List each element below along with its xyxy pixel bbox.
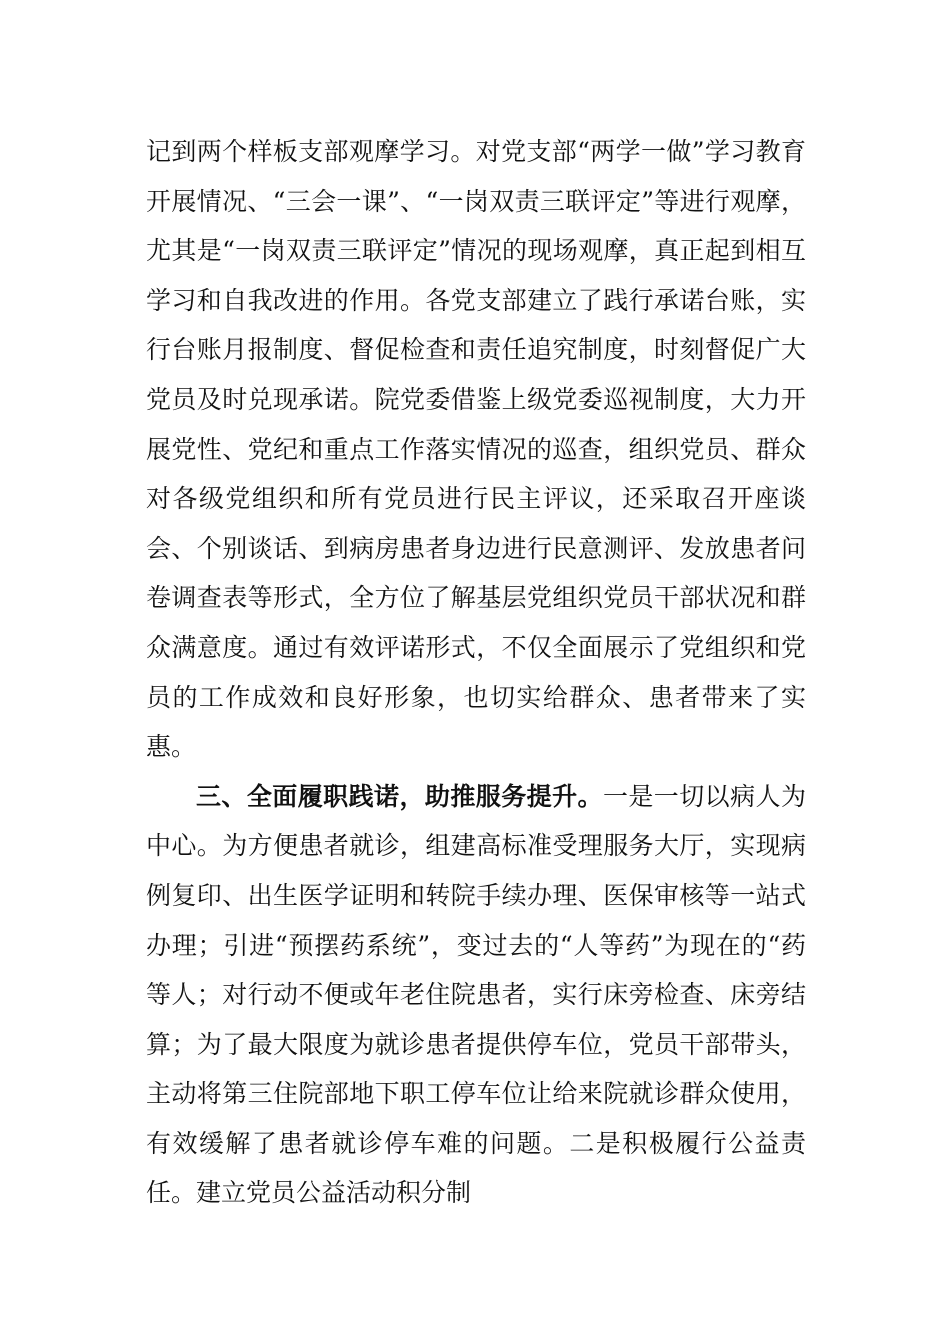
section-heading: 三、全面履职践诺，助推服务提升。 <box>196 781 603 811</box>
paragraph-2-body: 一是一切以病人为中心。为方便患者就诊，组建高标准受理服务大厅，实现病例复印、出生医学证明和转院手续办理、医保审核等一站式办理；引进“预摆药系统”，变过去的“人等药”为现在的“药等人；对行动不便或年老住院患者，实行床旁检查、床旁结算；为了最大限度为就诊患者提供停车位，党员干部带头，主动将第三住院部地下职工停车位让给来院就诊群众使用，有效缓解了患者就诊停车难的问题。二是积极履行公益责任。建立党员公益活动积分制 <box>146 781 806 1208</box>
paragraph-1: 记到两个样板支部观摩学习。对党支部“两学一做”学习教育开展情况、“三会一课”、“一岗双责三联评定”等进行观摩，尤其是“一岗双责三联评定”情况的现场观摩，真正起到相互学习和自我改进的作用。各党支部建立了践行承诺台账，实行台账月报制度、督促检查和责任追究制度，时刻督促广大党员及时兑现承诺。院党委借鉴上级党委巡视制度，大力开展党性、党纪和重点工作落实情况的巡查，组织党员、群众对各级党组织和所有党员进行民主评议，还采取召开座谈会、个别谈话、到病房患者身边进行民意测评、发放患者问卷调查表等形式，全方位了解基层党组织党员干部状况和群众满意度。通过有效评诺形式，不仅全面展示了党组织和党员的工作成效和良好形象，也切实给群众、患者带来了实惠。 <box>146 137 806 762</box>
document-body <box>146 127 806 1218</box>
paragraph-2 <box>146 772 806 1218</box>
